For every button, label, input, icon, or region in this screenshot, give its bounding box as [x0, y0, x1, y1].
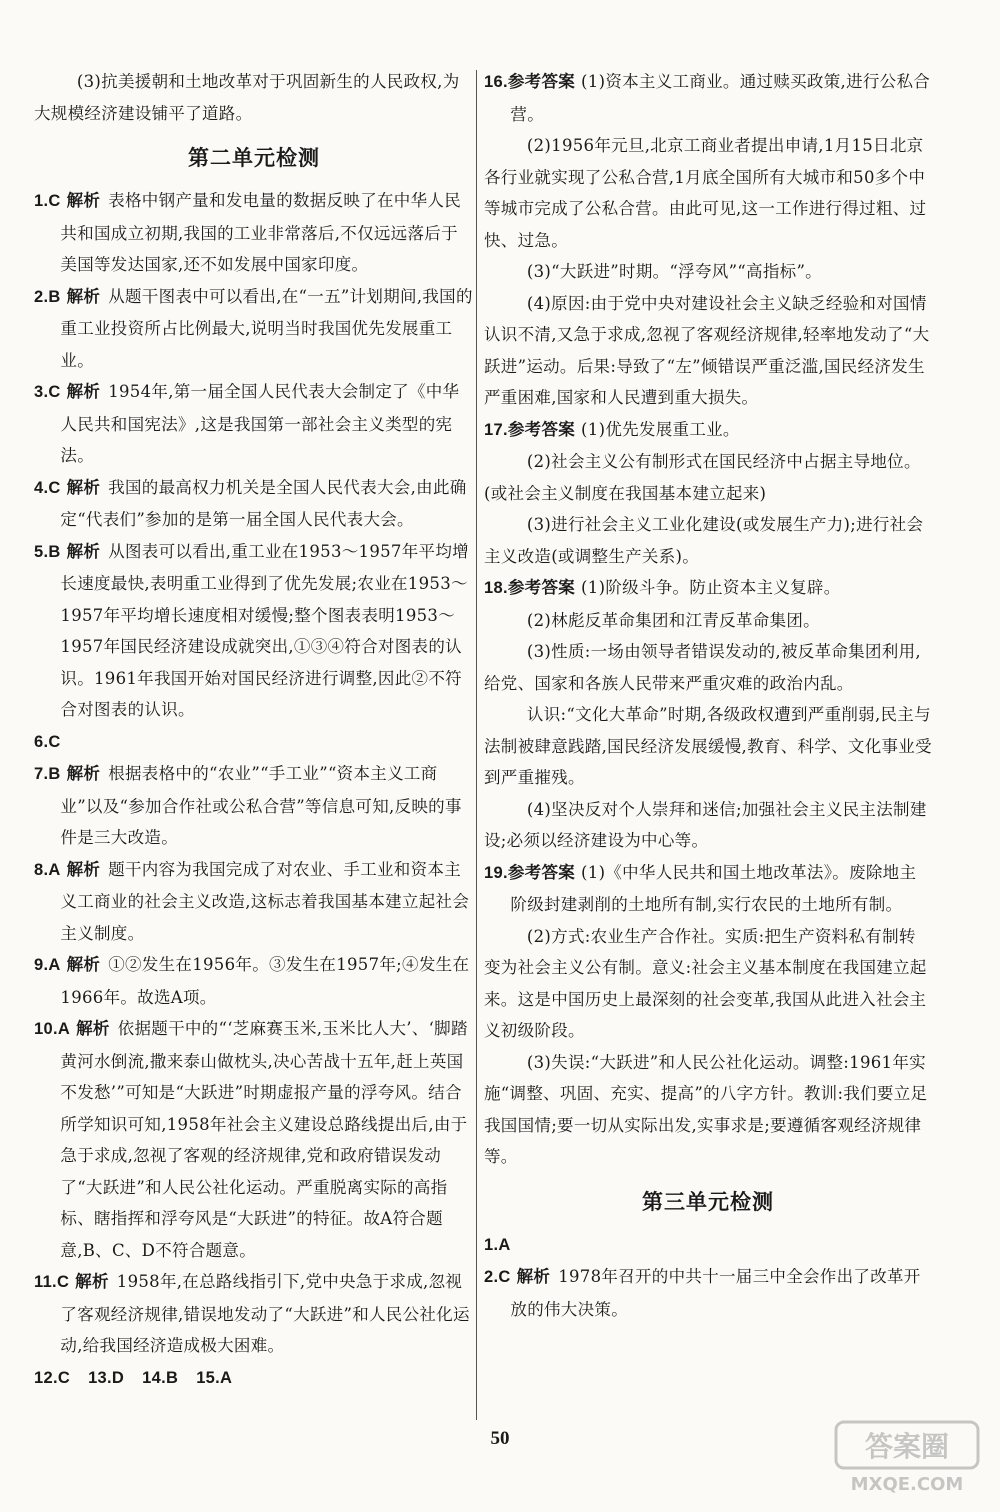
answer-number: 7. — [34, 765, 49, 783]
answer-number: 13. — [88, 1368, 112, 1387]
reference-answer-label: 参考答案 — [507, 419, 576, 439]
analysis-label: 解析 — [66, 477, 101, 497]
answer-choice: A — [220, 1368, 233, 1387]
analysis-text: ①②发生在1956年。③发生在1957年;④发生在1966年。故选A项。 — [60, 955, 470, 1007]
mc-item — [196, 1368, 232, 1387]
reference-answer-label: 参考答案 — [507, 862, 576, 882]
question-16 — [484, 66, 932, 414]
answer-choice: B — [48, 765, 61, 783]
page-number: 50 — [490, 1428, 510, 1449]
unit-2-answer-item — [34, 472, 474, 536]
answer-number: 10. — [34, 1020, 58, 1038]
answer-number: 4. — [34, 478, 49, 497]
answer-paragraph: (2)方式:农业生产合作社。实质:把生产资料私有制转变为社会主义公有制。意义:社会主义基本制度在我国建立起来。这是中国历史上最深刻的社会变革,我国从此进入社会主义初级阶段。 — [484, 926, 927, 1040]
reference-answer-label: 参考答案 — [507, 72, 576, 91]
analysis-label: 解析 — [66, 541, 101, 561]
answer-text: (1)优先发展重工业。 — [581, 419, 740, 439]
answer-choice: A — [498, 1235, 511, 1254]
answer-paragraph: (3)“大跃进”时期。“浮夸风”“高指标”。 — [526, 262, 822, 281]
answer-number: 5. — [34, 542, 49, 561]
unit-2-answer-item — [34, 281, 474, 377]
answer-paragraph: (3)进行社会主义工业化建设(或发展生产力);进行社会主义改造(或调整生产关系)。 — [484, 515, 924, 566]
answer-paragraph: (2)社会主义公有制形式在国民经济中占据主导地位。(或社会主义制度在我国基本建立起来) — [484, 452, 921, 503]
analysis-text: 根据表格中的“农业”“手工业”“资本主义工商业”以及“参加合作社或公私合营”等信息可知,反映的事件是三大改造。 — [60, 764, 462, 847]
answer-text: (1)阶级斗争。防止资本主义复辟。 — [581, 578, 841, 597]
answer-choice: B — [165, 1368, 179, 1387]
answer-choice: C — [48, 383, 61, 401]
unit-2-answer-item — [34, 1013, 474, 1266]
answer-choice: C — [57, 1368, 71, 1387]
answer-choice: A — [48, 956, 61, 974]
left-column — [34, 66, 474, 1394]
answer-first-line — [484, 572, 932, 605]
answer-number: 2. — [484, 1268, 499, 1286]
column-divider — [476, 70, 477, 1420]
analysis-text: 1954年,第一届全国人民代表大会制定了《中华人民共和国宪法》,这是我国第一部社会主义类型的宪法。 — [60, 382, 460, 465]
answer-number: 1. — [34, 192, 49, 210]
answer-choice: D — [111, 1368, 125, 1387]
unit-2-answers — [34, 185, 474, 1362]
intro-paragraph: (3)抗美援朝和土地改革对于巩固新生的人民政权,为大规模经济建设铺平了道路。 — [34, 72, 460, 123]
answer-paragraph: (3)失误:“大跃进”和人民公社化运动。调整:1961年实施“调整、巩固、充实、提高”的八字方针。教训:我们要立足我国国情;要一切从实际出发,实事求是;要遵循客观经济规律等。 — [484, 1052, 928, 1166]
multiple-choice-row — [34, 1362, 474, 1395]
analysis-label: 解析 — [516, 1267, 551, 1286]
analysis-text: 题干内容为我国完成了对农业、手工业和资本主义工商业的社会主义改造,这标志着我国基本建立起社会主义制度。 — [60, 859, 470, 943]
answer-first-line — [484, 66, 932, 130]
analysis-text: 1958年,在总路线指引下,党中央急于求成,忽视了客观经济规律,错误地发动了“大跃进”和人民公社化运动,给我国经济造成极大困难。 — [60, 1272, 470, 1355]
unit-2-answer-item — [34, 949, 474, 1013]
question-18 — [484, 572, 932, 857]
answer-choice: C — [498, 1268, 511, 1286]
question-19 — [484, 857, 932, 1173]
answer-number: 3. — [34, 383, 49, 401]
answer-text: (1)《中华人民共和国土地改革法》。废除地主阶级封建剥削的土地所有制,实行农民的土地所有制。 — [510, 862, 917, 914]
answer-paragraph: (3)性质:一场由领导者错误发动的,被反革命集团利用,给党、国家和各族人民带来严重灾难的政治内乱。 — [484, 642, 921, 693]
mc-item — [142, 1368, 178, 1387]
answer-choice: B — [48, 287, 61, 306]
question-number: 16. — [484, 73, 508, 91]
unit-2-title: 第二单元检测 — [188, 146, 320, 170]
answer-choice: C — [48, 478, 61, 497]
answer-number: 1. — [484, 1235, 499, 1254]
answer-number: 9. — [34, 956, 49, 974]
watermark-title: 答案圈 — [864, 1430, 950, 1463]
answer-choice: C — [56, 1273, 70, 1291]
answer-number: 8. — [34, 860, 49, 879]
answer-choice: B — [48, 542, 61, 561]
reference-answer-label: 参考答案 — [507, 578, 576, 597]
answer-choice: A — [57, 1020, 71, 1038]
watermark-url: MXQE.COM — [850, 1474, 964, 1495]
question-17 — [484, 414, 932, 573]
watermark-logo — [832, 1418, 982, 1498]
unit-3-answer-item — [484, 1261, 932, 1325]
answer-first-line — [484, 414, 932, 447]
analysis-text: 表格中钢产量和发电量的数据反映了在中华人民共和国成立初期,我国的工业非常落后,不仅远远落后于美国等发达国家,还不如发展中国家印度。 — [60, 191, 462, 274]
analysis-label: 解析 — [75, 1272, 109, 1291]
answer-paragraph: (2)林彪反革命集团和江青反革命集团。 — [526, 610, 820, 630]
answer-number: 14. — [142, 1368, 166, 1387]
analysis-text: 从题干图表中可以看出,在“一五”计划期间,我国的重工业投资所占比例最大,说明当时我国优先发展重工业。 — [60, 286, 473, 370]
answer-choice: A — [48, 860, 61, 879]
unit-3-answer-item — [484, 1229, 932, 1262]
answer-choice: C — [48, 732, 61, 751]
answer-number: 6. — [34, 732, 49, 751]
analysis-label: 解析 — [66, 382, 101, 401]
analysis-label: 解析 — [76, 1019, 110, 1038]
unit-3-title: 第三单元检测 — [642, 1189, 774, 1214]
answer-number: 12. — [34, 1368, 58, 1387]
unit-3-answers — [484, 1229, 932, 1326]
answer-number: 11. — [34, 1273, 57, 1291]
mc-item — [34, 1368, 70, 1387]
analysis-label: 解析 — [66, 859, 101, 879]
question-number: 19. — [484, 863, 508, 882]
answer-paragraph: (4)坚决反对个人崇拜和迷信;加强社会主义民主法制建设;必须以经济建设为中心等。 — [484, 799, 927, 850]
analysis-text: 我国的最高权力机关是全国人民代表大会,由此确定“代表们”参加的是第一届全国人民代表大会。 — [60, 477, 467, 529]
mc-item — [88, 1368, 124, 1387]
unit-2-answer-item — [34, 758, 474, 854]
right-column — [484, 66, 932, 1325]
answer-number: 2. — [34, 287, 49, 306]
analysis-label: 解析 — [66, 191, 101, 210]
answer-paragraph: (4)原因:由于党中央对建设社会主义缺乏经验和对国情认识不清,又急于求成,忽视了客观经济规律,轻率地发动了“大跃进”运动。后果:导致了“左”倾错误严重泛滥,国民经济发生严重困难,国家和人民遭到重大损失。 — [484, 293, 930, 407]
unit-2-answer-item — [34, 726, 474, 759]
answer-text: (1)资本主义工商业。通过赎买政策,进行公私合营。 — [510, 72, 931, 124]
answer-first-line — [484, 857, 932, 921]
unit-2-answer-item — [34, 536, 474, 726]
analysis-label: 解析 — [66, 764, 101, 783]
question-number: 18. — [484, 579, 508, 597]
unit-2-answer-item — [34, 854, 474, 950]
answer-paragraph: (2)1956年元旦,北京工商业者提出申请,1月15日北京各行业就实现了公私合营,1月底全国所有大城市和50多个中等城市完成了公私合营。由此可见,这一工作进行得过粗、过快、过急。 — [484, 136, 927, 250]
unit-2-answer-item — [34, 1266, 474, 1362]
question-number: 17. — [484, 420, 508, 439]
analysis-label: 解析 — [66, 286, 101, 306]
answer-paragraph: 认识:“文化大革命”时期,各级政权遭到严重削弱,民主与法制被肆意践踏,国民经济发展缓慢,教育、科学、文化事业受到严重摧残。 — [484, 705, 932, 787]
analysis-text: 1978年召开的中共十一届三中全会作出了改革开放的伟大决策。 — [510, 1267, 921, 1319]
answer-choice: C — [48, 192, 61, 210]
unit-2-answer-item — [34, 376, 474, 472]
analysis-label: 解析 — [66, 955, 101, 974]
analysis-text: 依据题干中的“‘芝麻赛玉米,玉米比人大’、‘脚踏黄河水倒流,撒来泰山做枕头,决心苦战十五年,赶上英国不发愁’”可知是“大跃进”时期虚报产量的浮夸风。结合所学知识可知,1958年社会主义建设总路线提出后,由于急于求成,忽视了客观的经济规律,党和政府错误发动了“大跃进”和人民公社化运动。严重脱离实际的高指标、瞎指挥和浮夸风是“大跃进”的特征。故A符合题意,B、C、D不符合题意。 — [60, 1019, 468, 1260]
answer-number: 15. — [196, 1368, 221, 1387]
analysis-text: 从图表可以看出,重工业在1953～1957年平均增长速度最快,表明重工业得到了优先发展;农业在1953～1957年平均增长速度相对缓慢;整个图表表明1953～1957年国民经济建设成就突出,①③④符合对图表的认识。1961年我国开始对国民经济进行调整,因此②不符合对图表的认识。 — [60, 541, 469, 719]
unit-2-answer-item — [34, 185, 474, 281]
